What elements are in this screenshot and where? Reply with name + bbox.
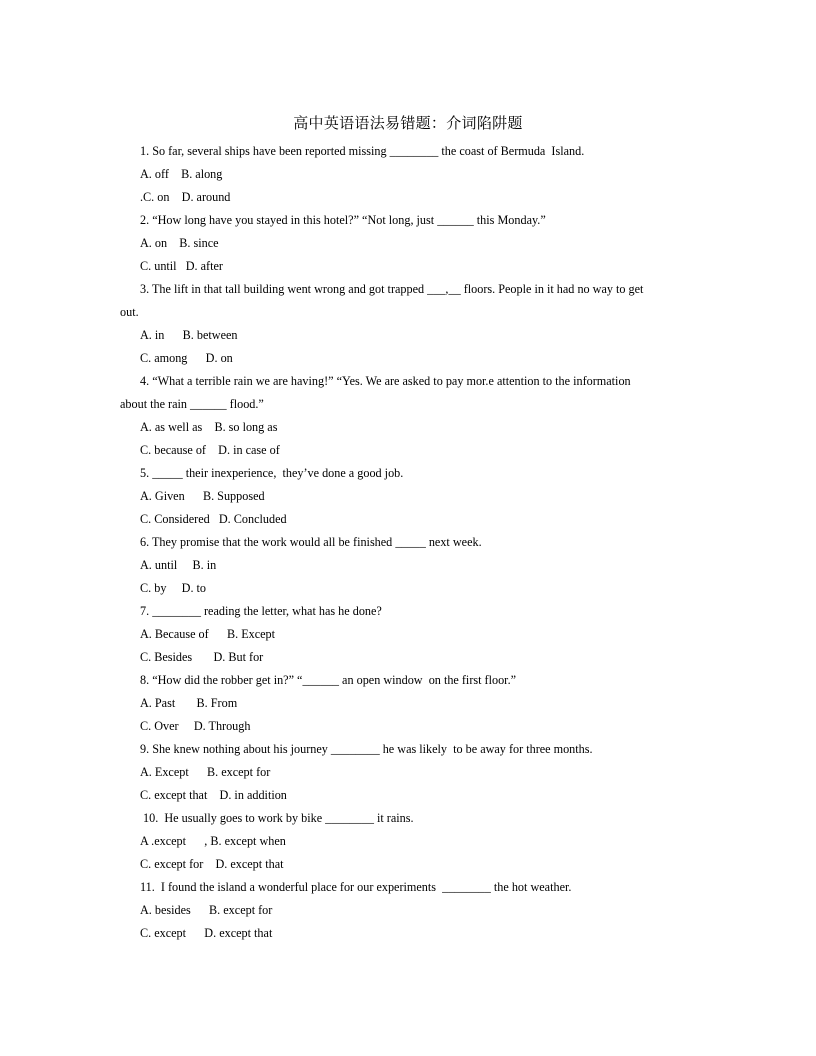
question-11: 11. I found the island a wonderful place for our experiments ________ the hot weather.: [140, 880, 572, 894]
question-6-options-cd: C. by D. to: [140, 581, 207, 595]
question-list: [120, 140, 700, 945]
question-1-options-cd: .C. on D. around: [140, 190, 231, 204]
question-1-options-ab: A. off B. along: [140, 167, 223, 181]
question-4: 4. “What a terrible rain we are having!” “Yes. We are asked to pay mor.e attention to the information: [140, 374, 631, 388]
question-4-options-cd: C. because of D. in case of: [140, 443, 280, 457]
question-10-options-cd: C. except for D. except that: [140, 857, 284, 871]
question-2-options-cd: C. until D. after: [140, 259, 223, 273]
question-7-options-ab: A. Because of B. Except: [140, 627, 276, 641]
question-10-options-ab: A .except , B. except when: [140, 834, 286, 848]
question-2: 2. “How long have you stayed in this hotel?” “Not long, just ______ this Monday.”: [140, 213, 546, 227]
question-11-options-ab: A. besides B. except for: [140, 903, 273, 917]
question-8-options-cd: C. Over D. Through: [140, 719, 251, 733]
question-3-continued: out.: [120, 305, 139, 319]
question-9-options-cd: C. except that D. in addition: [140, 788, 287, 802]
question-11-options-cd: C. except D. except that: [140, 926, 273, 940]
question-10: 10. He usually goes to work by bike ________ it rains.: [140, 811, 414, 825]
question-5-options-ab: A. Given B. Supposed: [140, 489, 265, 503]
question-1: 1. So far, several ships have been reported missing ________ the coast of Bermuda Island.: [140, 144, 585, 158]
question-4-continued: about the rain ______ flood.”: [120, 397, 264, 411]
question-7-options-cd: C. Besides D. But for: [140, 650, 264, 664]
question-8-options-ab: A. Past B. From: [140, 696, 238, 710]
page-title: 高中英语语法易错题：介词陷阱题: [293, 114, 523, 132]
question-3-options-ab: A. in B. between: [140, 328, 238, 342]
question-6-options-ab: A. until B. in: [140, 558, 217, 572]
question-5: 5. _____ their inexperience, they’ve done a good job.: [140, 466, 404, 480]
question-3-options-cd: C. among D. on: [140, 351, 233, 365]
question-3: 3. The lift in that tall building went wrong and got trapped ___,__ floors. People in it had no way to get: [140, 282, 644, 296]
question-9-options-ab: A. Except B. except for: [140, 765, 271, 779]
question-8: 8. “How did the robber get in?” “______ an open window on the first floor.”: [140, 673, 517, 687]
question-4-options-ab: A. as well as B. so long as: [140, 420, 278, 434]
question-9: 9. She knew nothing about his journey ________ he was likely to be away for three months.: [140, 742, 593, 756]
question-5-options-cd: C. Considered D. Concluded: [140, 512, 287, 526]
question-2-options-ab: A. on B. since: [140, 236, 219, 250]
question-6: 6. They promise that the work would all be finished _____ next week.: [140, 535, 482, 549]
question-7: 7. ________ reading the letter, what has he done?: [140, 604, 382, 618]
